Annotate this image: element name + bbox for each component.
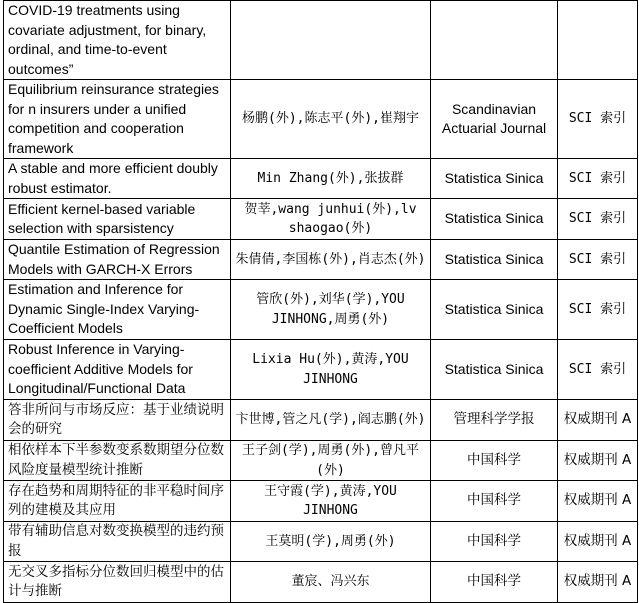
paper-title: Estimation and Inference for Dynamic Single-Index Varying-Coefficient Models — [4, 280, 231, 340]
index-type: SCI 索引 — [558, 80, 638, 159]
paper-title: COVID-19 treatments using covariate adjustment, for binary, ordinal, and time-to-event outcomes” — [4, 1, 231, 80]
paper-authors: 王子剑(学),周勇(外),曾凡平(外) — [231, 441, 431, 481]
table-row — [4, 340, 638, 400]
index-type: 权威期刊 A — [558, 481, 638, 522]
paper-authors: 管欣(外),刘华(学),YOU JINHONG,周勇(外) — [231, 280, 431, 340]
journal-name — [431, 1, 558, 80]
paper-title: Efficient kernel-based variable selection with sparsistency — [4, 199, 231, 240]
index-type: 权威期刊 A — [558, 441, 638, 481]
index-type: SCI 索引 — [558, 340, 638, 400]
index-type: SCI 索引 — [558, 159, 638, 199]
index-type: 权威期刊 A — [558, 400, 638, 441]
paper-authors: 贺莘,wang junhui(外),lv shaogao(外) — [231, 199, 431, 240]
journal-name: Statistica Sinica — [431, 340, 558, 400]
journal-name: Statistica Sinica — [431, 240, 558, 280]
paper-authors: 杨鹏(外),陈志平(外),崔翔宇 — [231, 80, 431, 159]
paper-authors: Lixia Hu(外),黄涛,YOU JINHONG — [231, 340, 431, 400]
paper-title: 存在趋势和周期特征的非平稳时间序列的建模及其应用 — [4, 481, 231, 522]
table-row — [4, 280, 638, 340]
table-row — [4, 441, 638, 481]
journal-name: 中国科学 — [431, 562, 558, 603]
index-type: SCI 索引 — [558, 199, 638, 240]
index-type: SCI 索引 — [558, 280, 638, 340]
paper-title: 相依样本下半参数变系数期望分位数风险度量模型统计推断 — [4, 441, 231, 481]
journal-name: 中国科学 — [431, 441, 558, 481]
journal-name: 中国科学 — [431, 481, 558, 522]
paper-authors — [231, 1, 431, 80]
paper-authors: Min Zhang(外),张拔群 — [231, 159, 431, 199]
table-row — [4, 1, 638, 80]
table-row — [4, 80, 638, 159]
journal-name: Statistica Sinica — [431, 199, 558, 240]
journal-name: Statistica Sinica — [431, 280, 558, 340]
table-row — [4, 199, 638, 240]
paper-title: Robust Inference in Varying-coefficient Additive Models for Longitudinal/Functional Data — [4, 340, 231, 400]
paper-authors: 王莫明(学),周勇(外) — [231, 522, 431, 562]
table-row — [4, 400, 638, 441]
journal-name: Scandinavian Actuarial Journal — [431, 80, 558, 159]
index-type: 权威期刊 A — [558, 562, 638, 603]
table-row — [4, 159, 638, 199]
table-row — [4, 522, 638, 562]
paper-authors: 卞世博,管之凡(学),阎志鹏(外) — [231, 400, 431, 441]
paper-authors: 董宸、冯兴东 — [231, 562, 431, 603]
paper-authors: 王守霞(学),黄涛,YOU JINHONG — [231, 481, 431, 522]
table-row — [4, 481, 638, 522]
paper-title: 无交叉多指标分位数回归模型中的估计与推断 — [4, 562, 231, 603]
paper-title: 带有辅助信息对数变换模型的违约预报 — [4, 522, 231, 562]
paper-title: Quantile Estimation of Regression Models with GARCH-X Errors — [4, 240, 231, 280]
index-type — [558, 1, 638, 80]
paper-title: Equilibrium reinsurance strategies for n insurers under a unified competition and cooperation framework — [4, 80, 231, 159]
journal-name: 管理科学学报 — [431, 400, 558, 441]
table-row — [4, 240, 638, 280]
paper-title: 答非所问与市场反应：基于业绩说明会的研究 — [4, 400, 231, 441]
paper-authors: 朱倩倩,李国栋(外),肖志杰(外) — [231, 240, 431, 280]
journal-name: Statistica Sinica — [431, 159, 558, 199]
journal-name: 中国科学 — [431, 522, 558, 562]
paper-title: A stable and more efficient doubly robust estimator. — [4, 159, 231, 199]
publications-table — [3, 0, 638, 603]
table-row — [4, 562, 638, 603]
index-type: 权威期刊 A — [558, 522, 638, 562]
index-type: SCI 索引 — [558, 240, 638, 280]
